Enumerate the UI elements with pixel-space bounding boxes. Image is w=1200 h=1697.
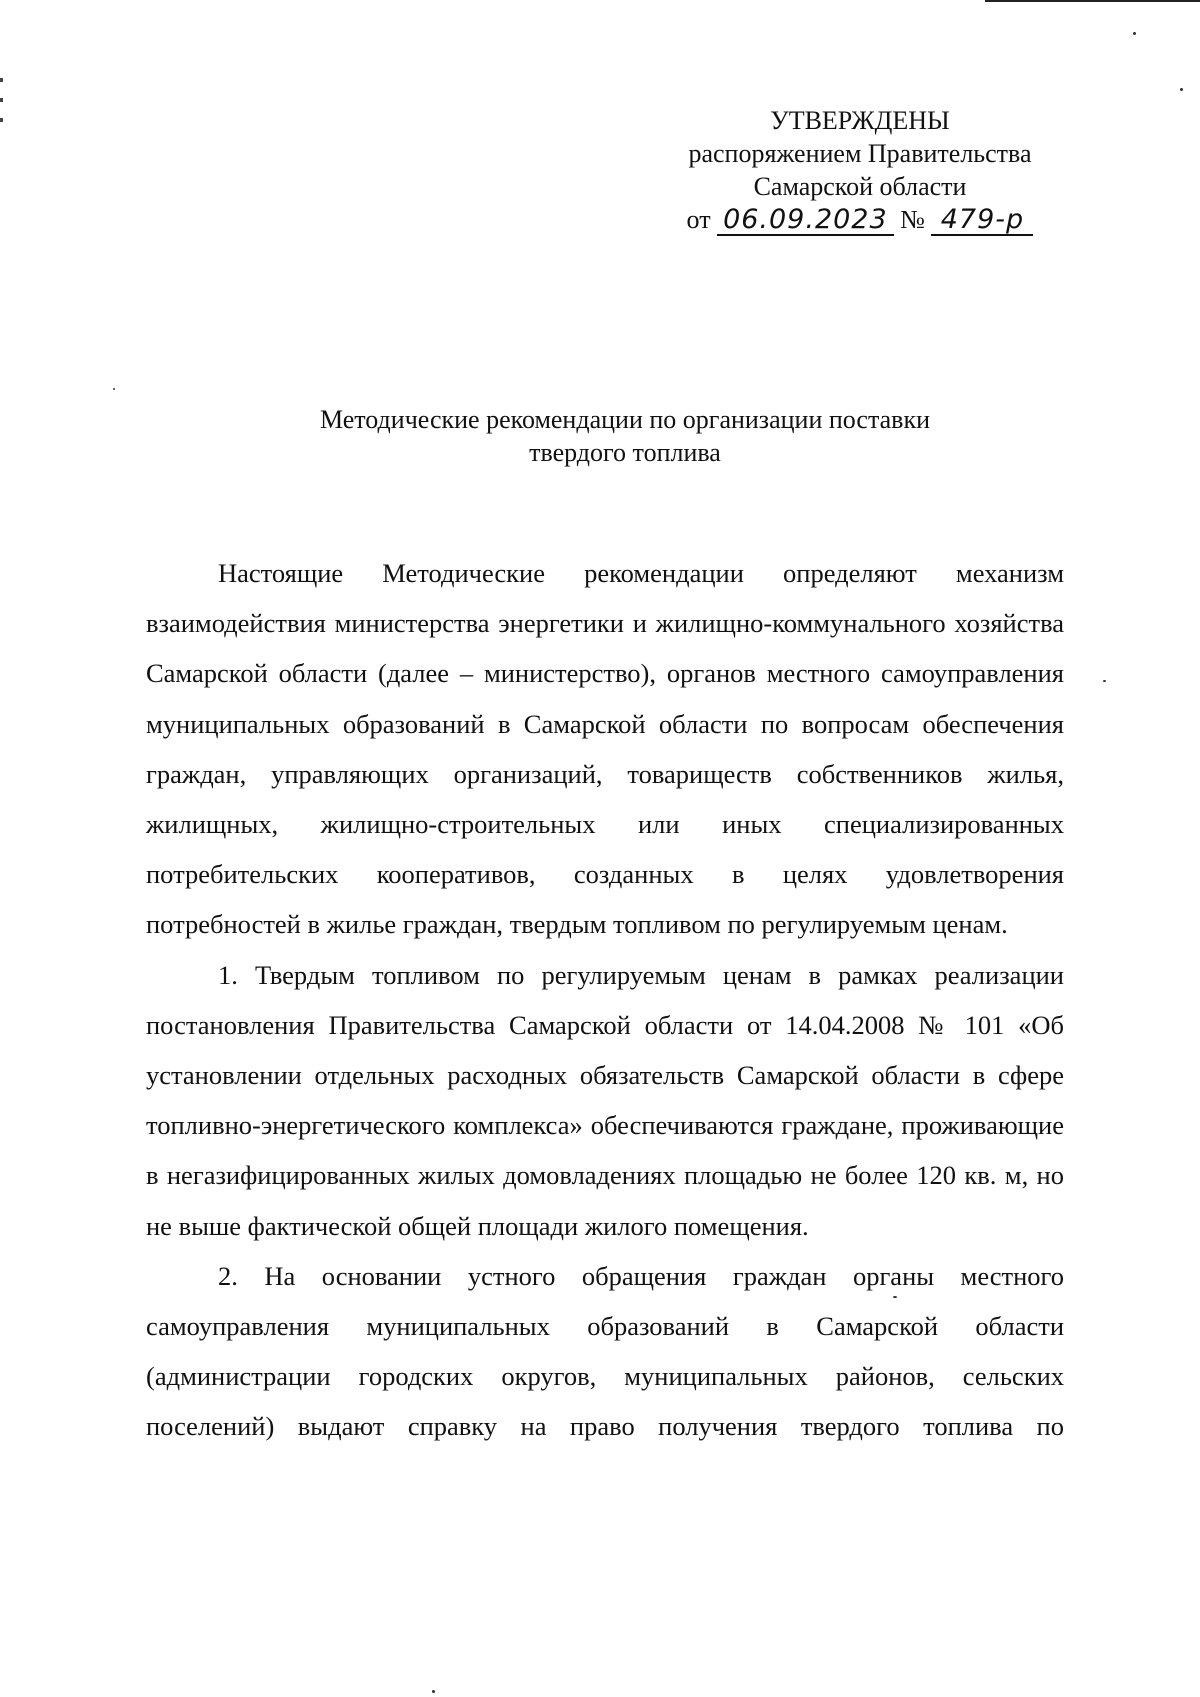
approval-authority: распоряжением Правительства bbox=[688, 139, 1032, 168]
paragraph-item-2: 2. На основании устного обращения граждан органы местного самоуправления муниципальных образований в Самарской области (администрации городских округов, муниципальных районов, сельских поселений) выдают справку на право получения твердого топлива по bbox=[146, 1260, 1064, 1442]
scan-left-edge-mark bbox=[0, 78, 3, 82]
approval-stamp-block bbox=[640, 104, 1080, 236]
paragraph-intro: Настоящие Методические рекомендации определяют механизм взаимодействия министерства энергетики и жилищно-коммунального хозяйства Самарской области (далее – министерство), органов местного самоуправления муниципальных образований в Самарской области по вопросам обеспечения граждан, управляющих организаций, товариществ собственников жилья, жилищных, жилищно-строительных или иных специализированных потребительских кооперативов, созданных в целях удовлетворения потребностей в жилье граждан, твердым топливом по регулируемым ценам. bbox=[146, 558, 1064, 940]
scan-left-edge-mark bbox=[0, 118, 3, 122]
scan-speck bbox=[432, 1690, 435, 1693]
document-title bbox=[145, 403, 1105, 469]
document-title-line: твердого топлива bbox=[529, 438, 721, 467]
approval-number-label: № bbox=[900, 205, 925, 234]
approval-date-number-line bbox=[640, 203, 1080, 236]
document-title-line: Методические рекомендации по организации поставки bbox=[319, 405, 931, 434]
approval-from-label: от bbox=[686, 205, 711, 234]
approval-region: Самарской области bbox=[753, 172, 967, 201]
paragraph-item-1: 1. Твердым топливом по регулируемым ценам в рамках реализации постановления Правительства Самарской области от 14.04.2008 № 101 «Об установлении отдельных расходных обязательств Самарской области в сфере топливно-энергетического комплекса» обеспечиваются граждане, проживающие в негазифицированных жилых домовладениях площадью не более 120 кв. м, но не выше фактической общей площади жилого помещения. bbox=[146, 959, 1064, 1241]
scan-edge-line bbox=[985, 0, 1200, 2]
scan-left-edge-mark bbox=[0, 98, 3, 102]
approval-date-handwritten: 06.09.2023 bbox=[717, 205, 894, 236]
scan-speck bbox=[1103, 680, 1106, 682]
scan-speck bbox=[1180, 88, 1183, 91]
scan-speck bbox=[113, 388, 115, 390]
approval-number-handwritten: 479-р bbox=[931, 205, 1033, 236]
scan-speck bbox=[1133, 32, 1136, 35]
approval-heading: УТВЕРЖДЕНЫ bbox=[770, 106, 950, 135]
document-body bbox=[146, 548, 1064, 1452]
